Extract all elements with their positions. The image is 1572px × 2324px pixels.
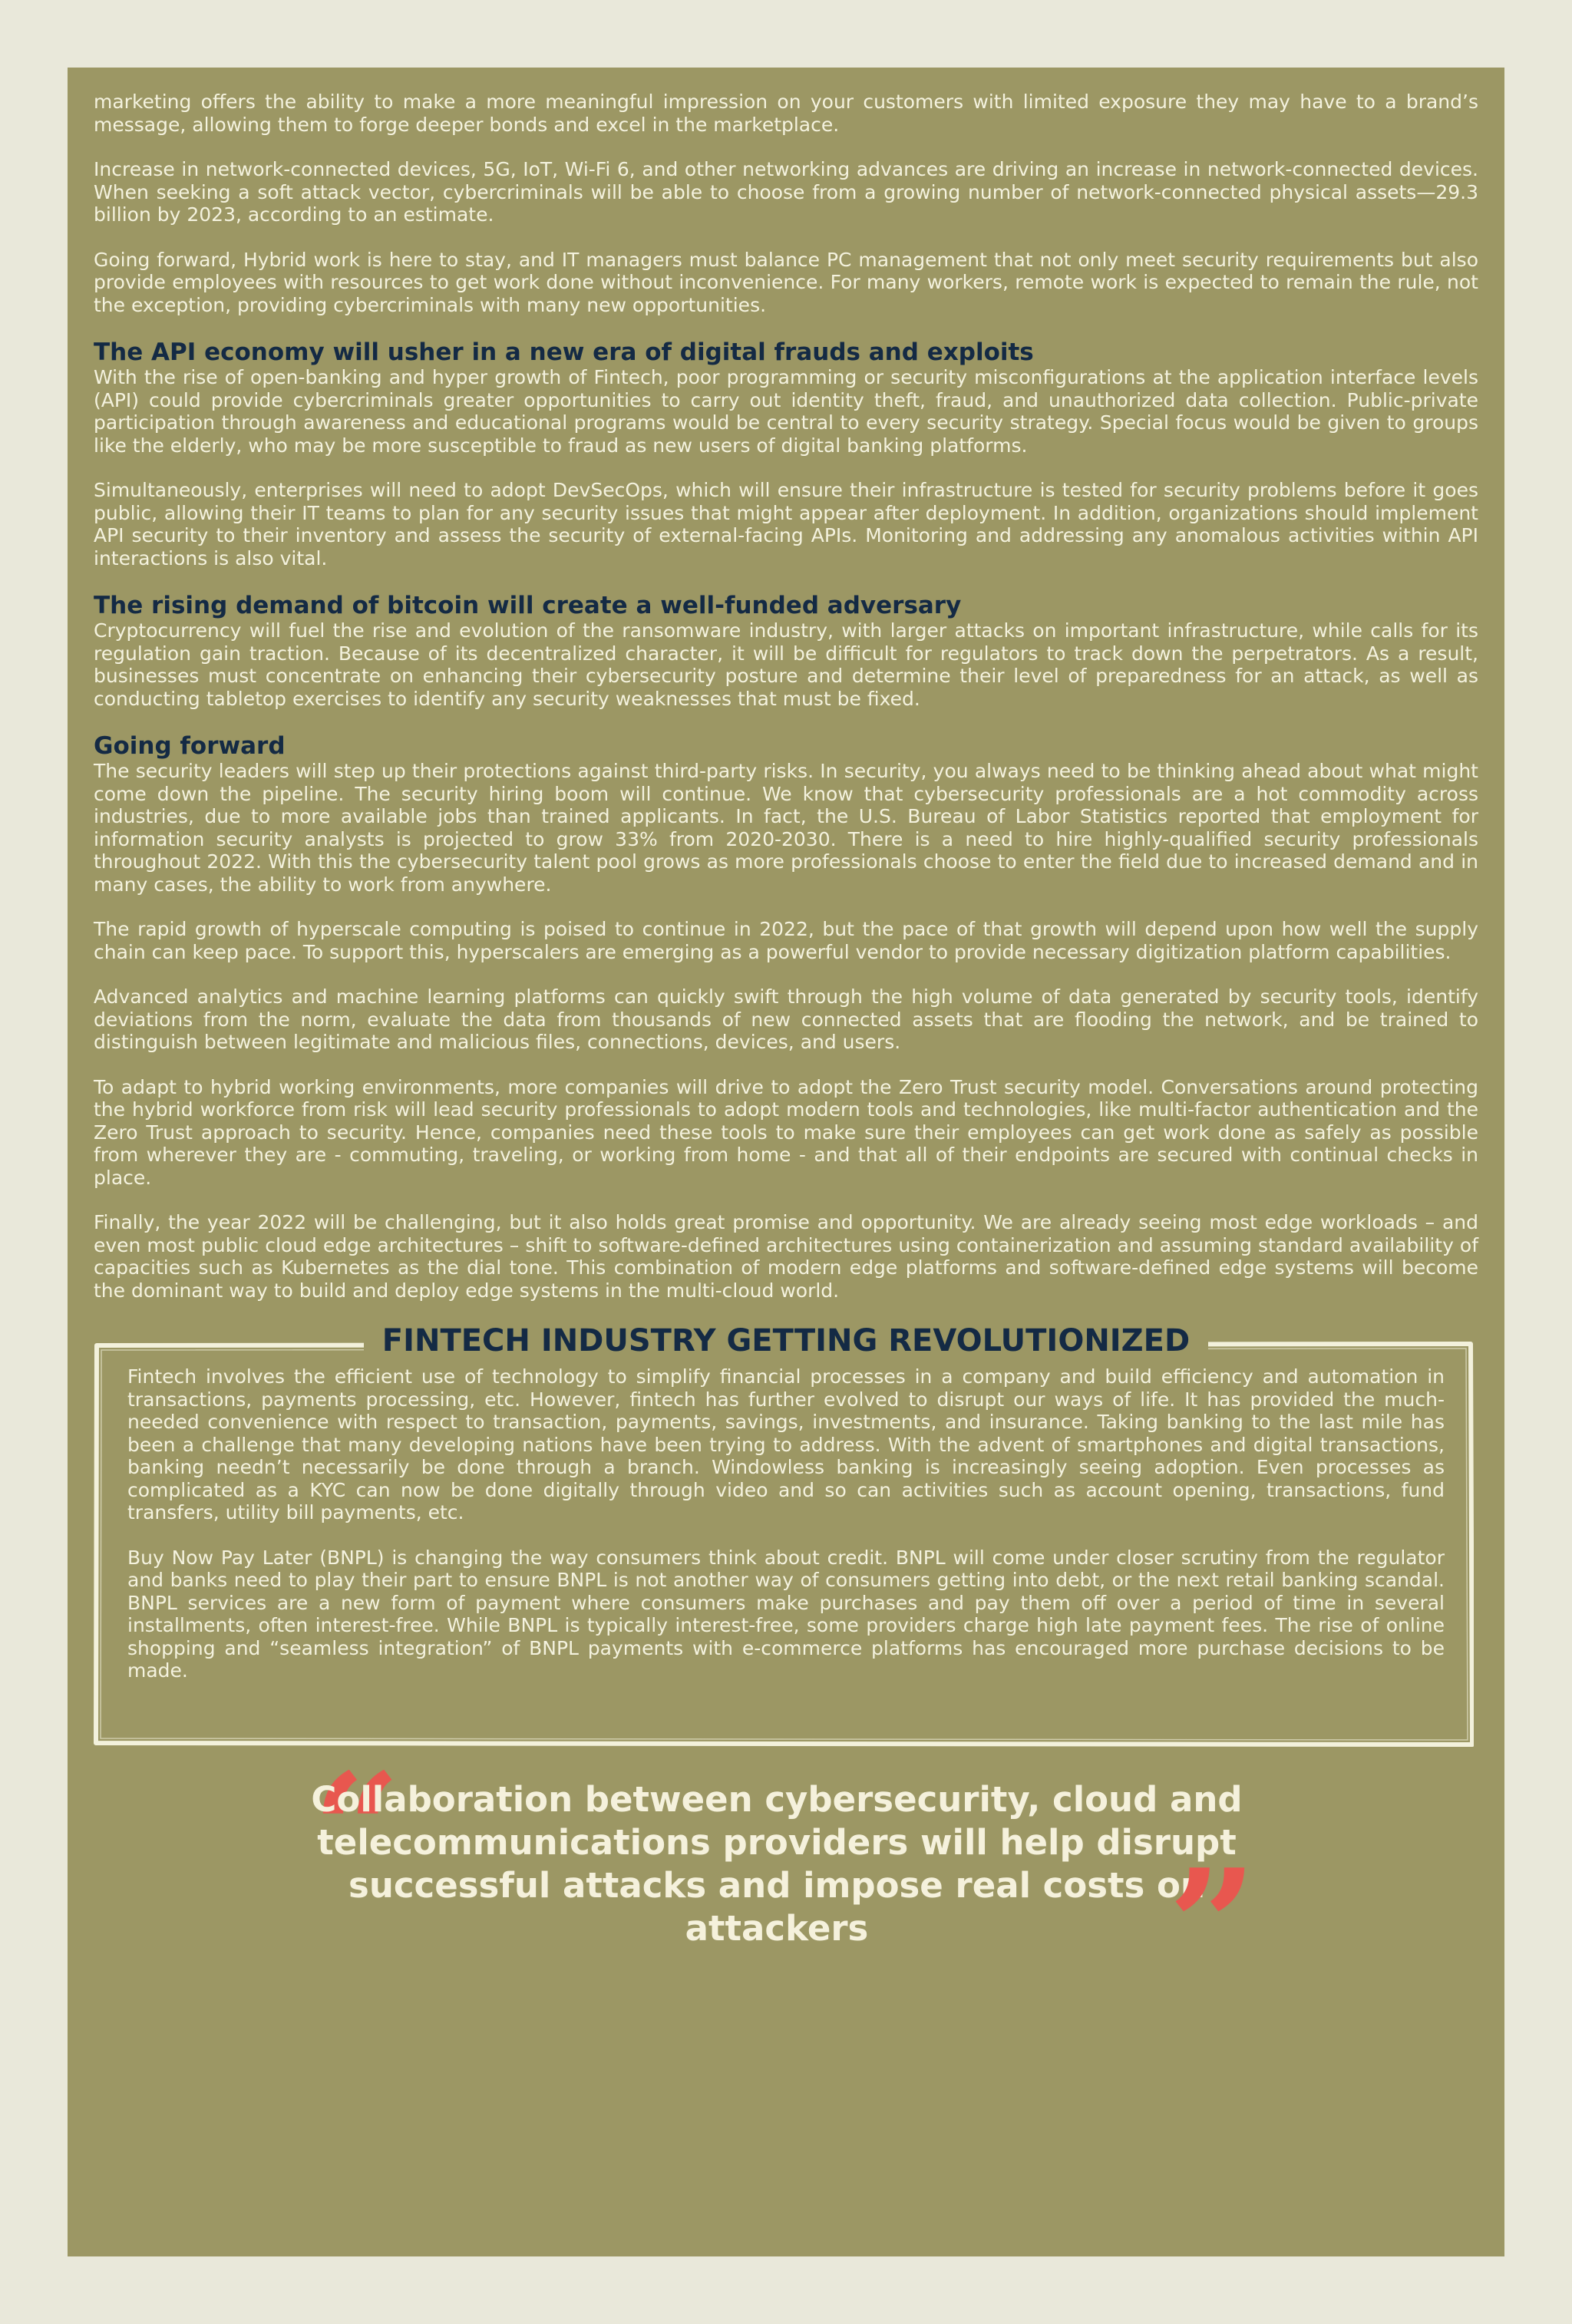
article-panel (68, 68, 1504, 2256)
intro-paragraph: Going forward, Hybrid work is here to stay, and IT managers must balance PC management that not only meet security requirements but also provide employees with resources to get work done without inconvenience. For many workers, remote work is expected to remain the rule, not the exception, providing cybercriminals with many new opportunities. (94, 248, 1478, 316)
section-paragraph: Finally, the year 2022 will be challenging, but it also holds great promise and opportunity. We are already seeing most edge workloads – and even most public cloud edge architectures – shift to software-defined architectures using containerization and assuming standard availability of capacities such as Kubernetes as the dial tone. This combination of modern edge platforms and software-defined edge systems will become the dominant way to build and deploy edge systems in the multi-cloud world. (94, 1211, 1478, 1302)
intro-paragraph: Increase in network-connected devices, 5G, IoT, Wi-Fi 6, and other networking advances are driving an increase in network-connected devices. When seeking a soft attack vector, cybercriminals will be able to choose from a growing number of network-connected physical assets—29.3 billion by 2023, according to an estimate. (94, 158, 1478, 226)
section-paragraph: Cryptocurrency will fuel the rise and evolution of the ransomware industry, with larger attacks on important infrastructure, while calls for its regulation gain traction. Because of its decentralized character, it will be difficult for regulators to track down the perpetrators. As a result, businesses must concentrate on enhancing their cybersecurity posture and determine their level of preparedness for an attack, as well as conducting tabletop exercises to identify any security weaknesses that must be fixed. (94, 619, 1478, 710)
close-quote-icon: ” (1168, 1836, 1257, 2016)
section-paragraph: To adapt to hybrid working environments, more companies will drive to adopt the Zero Trust security model. Conversations around protecting the hybrid workforce from risk will lead security professionals to adopt modern tools and technologies, like multi-factor authentication and the Zero Trust approach to security. Hence, companies need these tools to make sure their employees can get work done as safely as possible from wherever they are - commuting, traveling, or working from home - and that all of their endpoints are secured with continual checks in place. (94, 1075, 1478, 1189)
section-paragraph: Advanced analytics and machine learning platforms can quickly swift through the high volume of data generated by security tools, identify deviations from the norm, evaluate the data from thousands of new connected assets that are flooding the network, and be trained to distinguish between legitimate and malicious files, connections, devices, and users. (94, 985, 1478, 1053)
section-heading-going-forward: Going forward (94, 732, 286, 760)
box-paragraph: Fintech involves the efficient use of technology to simplify financial processes in a company and build efficiency and automation in transactions, payments processing, etc. However, fintech has further evolved to disrupt our ways of life. It has provided the much-needed convenience with respect to transaction, payments, savings, investments, and insurance. Taking banking to the last mile has been a challenge that many developing nations have been trying to address. With the advent of smartphones and digital transactions, banking needn’t necessarily be done through a branch. Windowless banking is increasingly seeing adoption. Even processes as complicated as a KYC can now be done digitally through video and so can activities such as account opening, transactions, fund transfers, utility bill payments, etc. (127, 1365, 1445, 1523)
open-quote-icon: “ (312, 1740, 401, 1920)
intro-paragraph: marketing offers the ability to make a more meaningful impression on your customers with limited exposure they may have to a brand’s message, allowing them to forge deeper bonds and excel in the marketplace. (94, 91, 1478, 136)
section-paragraph: With the rise of open-banking and hyper growth of Fintech, poor programming or security misconfigurations at the application interface levels (API) could provide cybercriminals greater opportunities to carry out identity theft, fraud, and unauthorized data collection. Public-private participation through awareness and educational programs would be central to every security strategy. Special focus would be given to groups like the elderly, who may be more susceptible to fraud as new users of digital banking platforms. (94, 366, 1478, 457)
fintech-sidebar-box (94, 1324, 1478, 1754)
box-paragraph: Buy Now Pay Later (BNPL) is changing the way consumers think about credit. BNPL will come under closer scrutiny from the regulator and banks need to play their part to ensure BNPL is not another way of consumers getting into debt, or the next retail banking scandal. BNPL services are a new form of payment where consumers make purchases and pay them off over a period of time in several installments, often interest-free. While BNPL is typically interest-free, some providers charge high late payment fees. The rise of online shopping and “seamless integration” of BNPL payments with e-commerce platforms has encouraged more purchase decisions to be made. (127, 1546, 1445, 1682)
section-paragraph: The rapid growth of hyperscale computing is poised to continue in 2022, but the pace of that growth will depend upon how well the supply chain can keep pace. To support this, hyperscalers are emerging as a powerful vendor to provide necessary digitization platform capabilities. (94, 918, 1478, 963)
box-title-text: FINTECH INDUSTRY GETTING REVOLUTIONIZED (364, 1323, 1208, 1358)
section-paragraph: Simultaneously, enterprises will need to adopt DevSecOps, which will ensure their infrastructure is tested for security problems before it goes public, allowing their IT teams to plan for any security issues that might appear after deployment. In addition, organizations should implement API security to their inventory and assess the security of external-facing APIs. Monitoring and addressing any anomalous activities within API interactions is also vital. (94, 479, 1478, 569)
box-title (94, 1324, 1478, 1358)
section-paragraph: The security leaders will step up their protections against third-party risks. In security, you always need to be thinking ahead about what might come down the pipeline. The security hiring boom will continue. We know that cybersecurity professionals are a hot commodity across industries, due to more available jobs than trained applicants. In fact, the U.S. Bureau of Labor Statistics reported that employment for information security analysts is projected to grow 33% from 2020-2030. There is a need to hire highly-qualified security professionals throughout 2022. With this the cybersecurity talent pool grows as more professionals choose to enter the field due to increased demand and in many cases, the ability to work from anywhere. (94, 760, 1478, 896)
section-heading-bitcoin: The rising demand of bitcoin will create a well-funded adversary (94, 592, 962, 619)
pull-quote (94, 1740, 1478, 2016)
box-body (127, 1365, 1445, 1705)
section-heading-api-economy: The API economy will usher in a new era of digital frauds and exploits (94, 338, 1034, 366)
pull-quote-text: Collaboration between cybersecurity, cloud and telecommunications providers will help disrupt successful attacks and impose real costs on attackers (311, 1779, 1243, 1949)
